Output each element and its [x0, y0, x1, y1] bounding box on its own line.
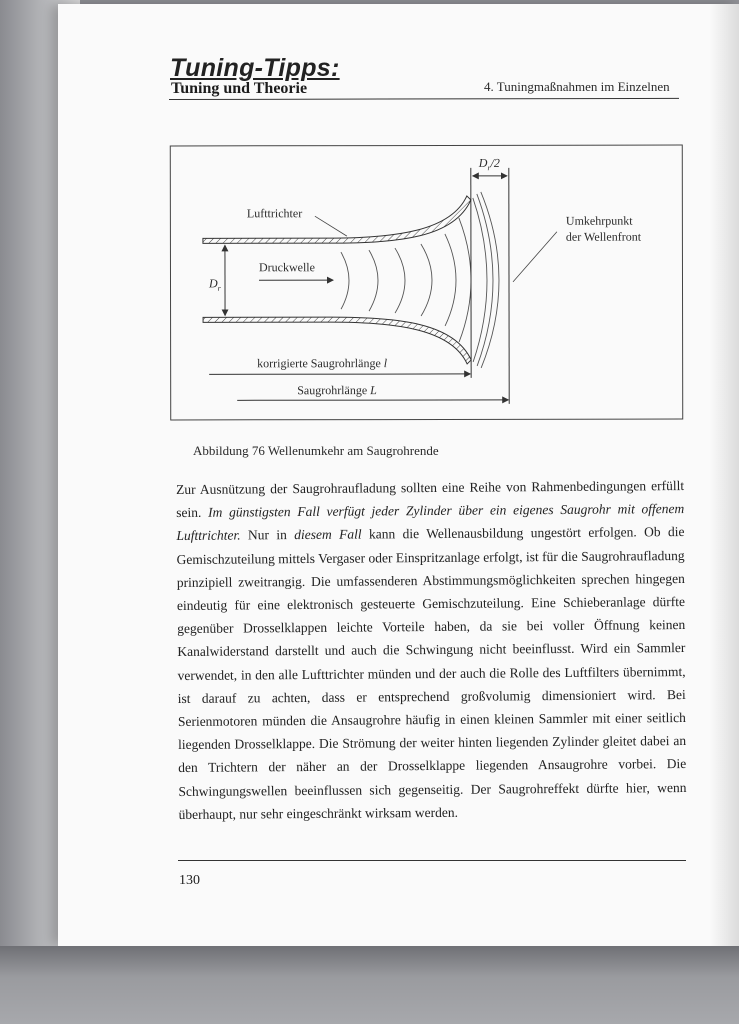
label-diameter: $D_r$: [208, 276, 221, 293]
label-corrected-length: korrigierte Saugrohrlänge l: [257, 356, 388, 371]
page-number: 130: [179, 873, 200, 888]
body-italic-1: Im günstigsten Fall verfügt jeder Zylinder über ein eigenes Saugrohr mit offenem Lufttrichter.: [176, 501, 685, 544]
body-italic-2: diesem Fall: [294, 526, 362, 543]
reversal-pointer: [513, 232, 557, 282]
label-reversal-point-line2: der Wellenfront: [565, 229, 642, 244]
label-reversal-point-line1: Umkehrpunkt: [565, 213, 633, 228]
upper-pipe-wall: [203, 196, 471, 243]
book-subtitle: Tuning und Theorie: [171, 80, 308, 97]
brand-title: Tuning-Tipps:: [170, 54, 340, 82]
figure-intake-diagram: [170, 145, 683, 421]
figure-caption: Abbildung 76 Wellenumkehr am Saugrohrende: [193, 443, 439, 458]
chapter-heading: 4. Tuningmaßnahmen im Einzelnen: [484, 79, 670, 94]
funnel-pointer: [315, 216, 347, 236]
footer-rule: [178, 860, 686, 861]
body-text-2: Nur in: [240, 527, 295, 543]
label-half-diameter: $D_r/2$: [478, 155, 500, 173]
label-funnel: Lufttrichter: [246, 206, 303, 221]
body-text-1: Zur Ausnützung der Saugrohraufladung sollten eine Reihe von Rahmenbedingungen erfüllt sein.: [176, 478, 685, 521]
reflected-wave-arcs: [473, 192, 499, 368]
scan-bottom-shadow: [0, 946, 739, 1024]
intake-diagram-drawing: [171, 146, 682, 420]
label-pressure-wave: Druckwelle: [258, 260, 315, 275]
label-intake-length: Saugrohrlänge L: [297, 383, 377, 398]
body-text-3: kann die Wellenausbildung ungestört erfolgen. Ob die Gemischzuteilung mittels Vergaser oder Einspritzanlage erfolgt, ist für die Saugrohraufladung prinzipiell zweitrangig. Die umfassenderen Abstimmungsmöglichkeiten sprechen hingegen eindeutig für eine elektronisch gesteuerte Gemischzuteilung. Eine Schieberanlage dürfte gegenüber Drosselklappen leichte Vorteile haben, da sie bei voller Öffnung keinen Kanalwiderstand darstellt und auch die Schwingung nicht beeinflusst. Wird ein Sammler verwendet, in den alle Lufttrichter münden und der auch die Rolle des Luftfilters übernimmt, ist darauf zu achten, dass er entsprechend großvolumig dimensioniert wird. Bei Serienmotoren münden die Ansaugrohre häufig in einen kleinen Sammler mit einer seitlich liegenden Drosselklappe. Die Strömung der weiter hinten liegenden Zylinder gleitet dabei an den Trichtern der näher an der Drosselklappe liegenden Ansaugrohre vorbei. Die Schwingungswellen beeinflussen sich gegenseitig. Der Saugrohreffekt dürfte hier, wenn überhaupt, nur sehr eingeschränkt wirksam werden.: [176, 524, 687, 822]
body-paragraph: [176, 474, 687, 826]
